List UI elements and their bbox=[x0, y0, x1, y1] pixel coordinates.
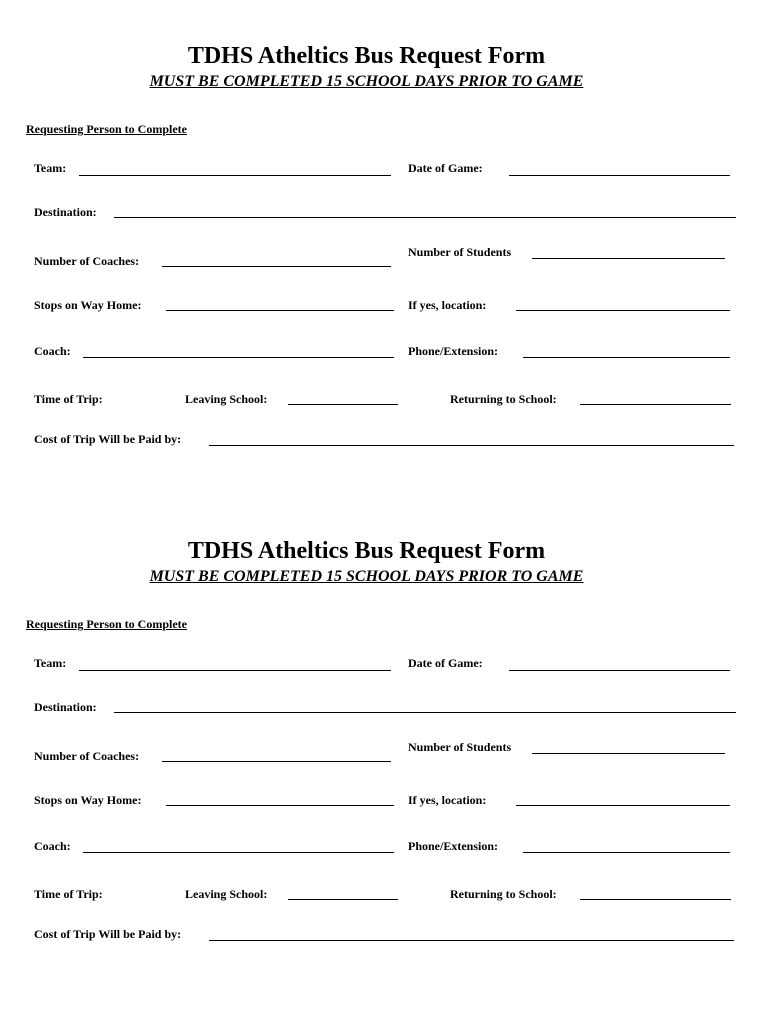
if-yes-location-label: If yes, location: bbox=[408, 298, 487, 312]
number-of-students-field[interactable] bbox=[532, 258, 725, 259]
number-of-coaches-field[interactable] bbox=[162, 266, 391, 267]
phone-extension-field[interactable] bbox=[523, 852, 730, 853]
team-field[interactable] bbox=[79, 670, 391, 671]
team-field[interactable] bbox=[79, 175, 391, 176]
bus-request-form-1 bbox=[0, 0, 770, 470]
coach-label: Coach: bbox=[34, 344, 71, 358]
date-of-game-field[interactable] bbox=[509, 670, 730, 671]
cost-paid-by-label: Cost of Trip Will be Paid by: bbox=[34, 432, 182, 446]
destination-label: Destination: bbox=[34, 205, 97, 219]
leaving-school-field[interactable] bbox=[288, 899, 398, 900]
coach-field[interactable] bbox=[83, 852, 394, 853]
destination-field[interactable] bbox=[114, 712, 736, 713]
time-of-trip-label: Time of Trip: bbox=[34, 887, 103, 901]
number-of-coaches-field[interactable] bbox=[162, 761, 391, 762]
number-of-students-label: Number of Students bbox=[408, 245, 512, 259]
destination-label: Destination: bbox=[34, 700, 97, 714]
returning-to-school-field[interactable] bbox=[580, 404, 731, 405]
phone-extension-label: Phone/Extension: bbox=[408, 344, 499, 358]
if-yes-location-field[interactable] bbox=[516, 310, 730, 311]
if-yes-location-label: If yes, location: bbox=[408, 793, 487, 807]
bus-request-form-2 bbox=[0, 495, 770, 965]
cost-paid-by-field[interactable] bbox=[209, 445, 734, 446]
section-heading: Requesting Person to Complete bbox=[26, 122, 187, 136]
returning-to-school-label: Returning to School: bbox=[450, 392, 557, 406]
phone-extension-field[interactable] bbox=[523, 357, 730, 358]
number-of-students-field[interactable] bbox=[532, 753, 725, 754]
date-of-game-label: Date of Game: bbox=[408, 656, 483, 670]
leaving-school-label: Leaving School: bbox=[185, 887, 268, 901]
form-title: TDHS Atheltics Bus Request Form bbox=[187, 538, 546, 564]
destination-field[interactable] bbox=[114, 217, 736, 218]
coach-label: Coach: bbox=[34, 839, 71, 853]
form-subtitle: MUST BE COMPLETED 15 SCHOOL DAYS PRIOR TO GAME bbox=[149, 568, 584, 585]
leaving-school-field[interactable] bbox=[288, 404, 398, 405]
form-subtitle: MUST BE COMPLETED 15 SCHOOL DAYS PRIOR TO GAME bbox=[149, 73, 584, 90]
leaving-school-label: Leaving School: bbox=[185, 392, 268, 406]
time-of-trip-label: Time of Trip: bbox=[34, 392, 103, 406]
if-yes-location-field[interactable] bbox=[516, 805, 730, 806]
number-of-coaches-label: Number of Coaches: bbox=[34, 254, 140, 268]
coach-field[interactable] bbox=[83, 357, 394, 358]
stops-on-way-home-field[interactable] bbox=[166, 805, 394, 806]
form-title: TDHS Atheltics Bus Request Form bbox=[187, 43, 546, 69]
number-of-students-label: Number of Students bbox=[408, 740, 512, 754]
number-of-coaches-label: Number of Coaches: bbox=[34, 749, 140, 763]
team-label: Team: bbox=[34, 656, 67, 670]
returning-to-school-field[interactable] bbox=[580, 899, 731, 900]
team-label: Team: bbox=[34, 161, 67, 175]
cost-paid-by-field[interactable] bbox=[209, 940, 734, 941]
phone-extension-label: Phone/Extension: bbox=[408, 839, 499, 853]
cost-paid-by-label: Cost of Trip Will be Paid by: bbox=[34, 927, 182, 941]
stops-on-way-home-field[interactable] bbox=[166, 310, 394, 311]
stops-on-way-home-label: Stops on Way Home: bbox=[34, 298, 142, 312]
stops-on-way-home-label: Stops on Way Home: bbox=[34, 793, 142, 807]
date-of-game-label: Date of Game: bbox=[408, 161, 483, 175]
returning-to-school-label: Returning to School: bbox=[450, 887, 557, 901]
section-heading: Requesting Person to Complete bbox=[26, 617, 187, 631]
date-of-game-field[interactable] bbox=[509, 175, 730, 176]
